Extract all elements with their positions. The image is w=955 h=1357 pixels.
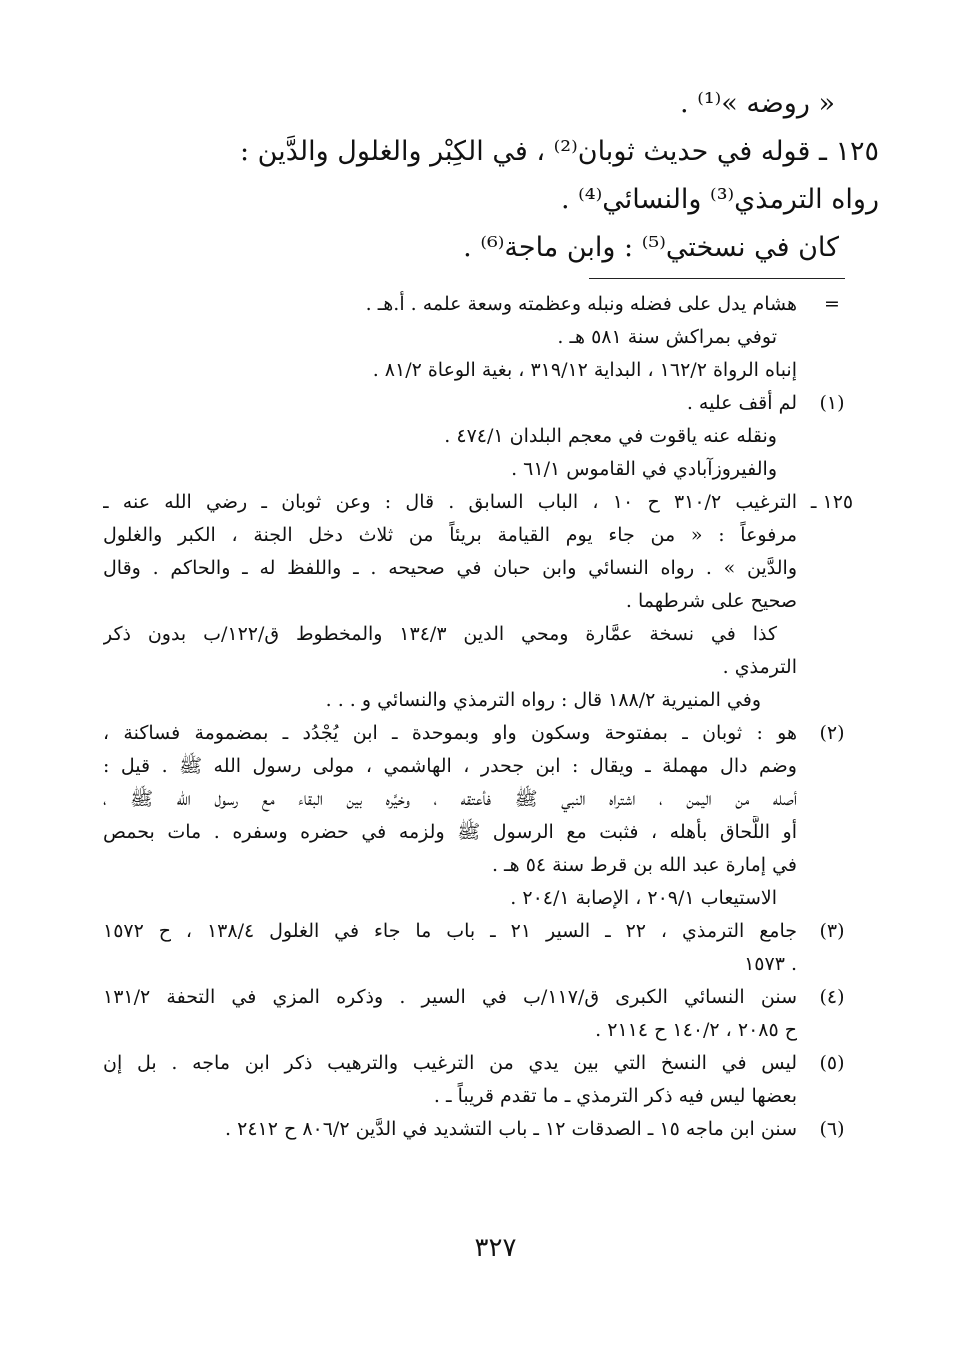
footnote-line: ليس في النسخ التي بين يدي من الترغيب والترهيب ذكر ابن ماجه . بل إن <box>103 1052 797 1074</box>
footnote-line: الترمذي . <box>722 656 797 678</box>
footnote-line: وفي المنيرية ١٨٨/٢ قال : رواه الترمذي والنسائي و . . . <box>325 689 761 711</box>
footnote-line: في إمارة عبد الله بن قرط سنة ٥٤ هـ . <box>491 854 797 876</box>
main-line-1: « روضه »⁽¹⁾ . <box>680 88 835 119</box>
footnote-line: والدَّين » . رواه النسائي وابن حبان في صحيحه . ـ واللفظ له ـ والحاكم . وقال <box>103 557 797 579</box>
footnote-3 <box>103 915 855 981</box>
footnote-4 <box>103 981 855 1047</box>
footnote-line: توفي بمراكش سنة ٥٨١ هـ . <box>557 326 777 348</box>
footnote-2 <box>103 717 855 915</box>
footnote-marker: = <box>824 293 840 315</box>
footnote-line: لم أقف عليه . <box>686 392 797 414</box>
footnote-line: ح ٢٠٨٥ ، ١٤٠/٢ ح ٢١١٤ . <box>595 1019 797 1041</box>
footnote-marker: (١) <box>819 392 845 414</box>
page-number-text: ٣٢٧ <box>474 1233 517 1263</box>
footnote-line: جامع الترمذي ، ٢٢ ـ السير ٢١ ـ باب ما جاء في الغلول ١٣٨/٤ ، ح ١٥٧٢ <box>103 920 797 942</box>
footnote-line: صحيح على شرطهما . <box>625 590 797 612</box>
main-line-3: رواه الترمذي⁽³⁾ والنسائي⁽⁴⁾ . <box>560 184 879 215</box>
footnote-line: الترغيب ٣١٠/٢ ح ١٠ ، الباب السابق . قال : وعن ثوبان ـ رضي الله عنه ـ <box>103 491 797 513</box>
footnote-line: بعضها ليس فيه ذكر الترمذي ـ ما تقدم قريباً ـ . <box>433 1085 797 1107</box>
footnote-marker: (٣) <box>819 920 845 942</box>
footnote-6 <box>103 1113 855 1146</box>
footnote-5 <box>103 1047 855 1113</box>
main-text <box>157 80 879 272</box>
footnote-marker: (٦) <box>819 1118 845 1140</box>
footnote-line: وضم دال مهملة ـ ويقال : ابن جحدر ، الهاشمي ، مولى رسول الله ﷺ . قيل : <box>103 755 797 777</box>
footnote-125 <box>103 486 855 717</box>
footnote-line: . ١٥٧٣ <box>744 953 797 975</box>
footnote-line: مرفوعاً : « من جاء يوم القيامة بريئاً من ثلاث دخل الجنة ، الكبر والغلول <box>103 524 797 546</box>
footnote-line: أو اللَّحاق بأهله ، فثبت مع الرسول ﷺ ولزمه في حضره وسفره . مات بحمص <box>103 821 797 843</box>
footnote-line: والفيروزآبادي في القاموس ٦١/١ . <box>511 458 777 480</box>
footnote-marker: (٤) <box>819 986 845 1008</box>
footnote-continuation <box>103 288 855 387</box>
footnote-marker: (٢) <box>819 722 845 744</box>
main-line-4: كان في نسختي⁽⁵⁾ : وابن ماجة⁽⁶⁾ . <box>463 232 839 263</box>
page-number <box>0 1233 955 1263</box>
footnote-line: هو : ثوبان ـ بمفتوحة وسكون واو وبموحدة ـ ابن يُجْدُد ـ بمضمومة فساكنة ، <box>103 722 797 744</box>
footnote-1 <box>103 387 855 486</box>
footnotes <box>103 288 855 1146</box>
footnote-line: سنن النسائي الكبرى ق/١١٧/ب في السير . وذكره المزي في التحفة ١٣١/٢ <box>103 986 797 1008</box>
footnote-line: أصله من اليمن ، اشتراه النبي ﷺ فأعتقه ، وخيَّره بين البقاء مع رسول الله ﷺ ، <box>103 788 797 810</box>
footnote-line: الاستيعاب ٢٠٩/١ ، الإصابة ٢٠٤/١ . <box>510 887 777 909</box>
footnote-line: إنباه الرواة ١٦٢/٢ ، البداية ٣١٩/١٢ ، بغية الوعاة ٨١/٢ . <box>372 359 797 381</box>
main-line-2: ١٢٥ ـ قوله في حديث ثوبان⁽²⁾ ، في الكِبْر والغلول والدَّين : <box>239 136 879 167</box>
footnote-marker: ١٢٥ ـ <box>810 491 854 513</box>
footnote-marker: (٥) <box>819 1052 845 1074</box>
footnote-line: سنن ابن ماجه ١٥ ـ الصدقات ١٢ ـ باب التشديد في الدَّين ٨٠٦/٢ ح ٢٤١٢ . <box>225 1118 797 1140</box>
footnote-separator <box>589 278 845 279</box>
footnote-line: ونقله عنه ياقوت في معجم البلدان ٤٧٤/١ . <box>444 425 777 447</box>
footnote-line: كذا في نسخة عمَّارة ومحي الدين ١٣٤/٣ والمخطوط ق/١٢٢/ب بدون ذكر <box>103 623 777 645</box>
footnote-line: هشام يدل على فضله ونبله وعظمته وسعة علمه . أ.هـ . <box>365 293 797 315</box>
